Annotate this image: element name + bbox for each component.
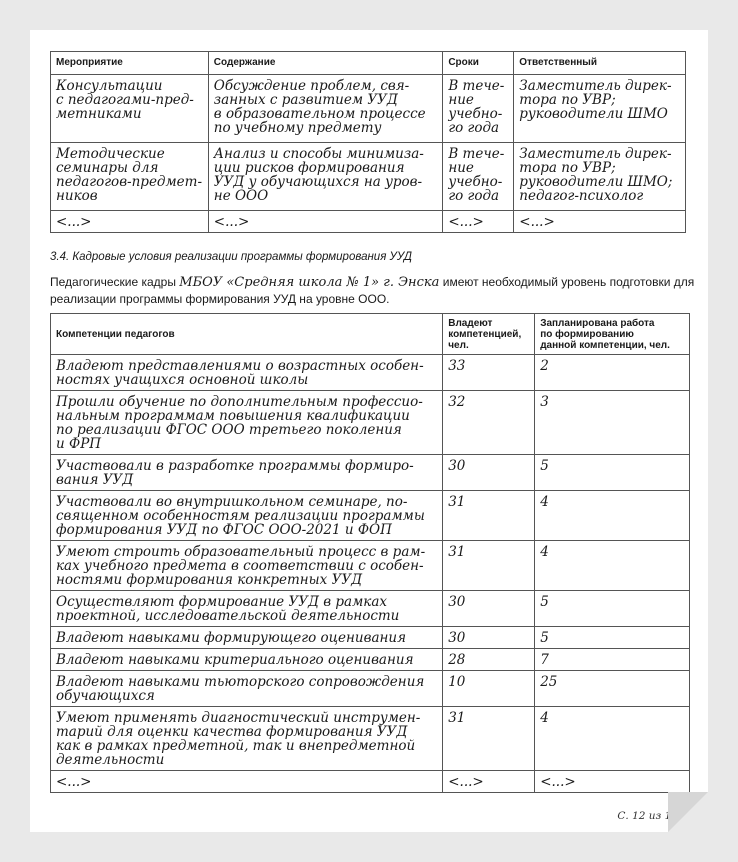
table-cell: <...> [514,211,686,233]
table-cell: Методические семинары для педагогов-предмет- ников [51,143,209,211]
competencies-table-header-row [51,314,690,355]
table-cell: 31 [443,541,535,591]
competencies-table [50,313,690,793]
table-cell: 30 [443,627,535,649]
table-cell: Прошли обучение по дополнительным профессио- нальным программам повышения квалификации по реализации ФГОС ООО третьего поколения и ФРП [51,391,443,455]
table-cell: Заместитель дирек- тора по УВР; руководители ШМО; педагог-психолог [514,143,686,211]
table-cell: 5 [535,455,690,491]
table-cell: 32 [443,391,535,455]
table-cell: 2 [535,355,690,391]
table-cell: 28 [443,649,535,671]
table-row [51,211,686,233]
table-row [51,391,690,455]
page-number: С. 12 из 13 [617,810,678,822]
document-page [30,30,708,832]
table-row [51,771,690,793]
table-row [51,355,690,391]
table-row [51,591,690,627]
table-row [51,75,686,143]
column-header-planned-work: Запланирована работа по формированию данной компетенции, чел. [535,314,690,355]
column-header-have-competency: Владеют компетенцией, чел. [443,314,535,355]
table-cell: <...> [443,211,514,233]
table-cell: <...> [51,771,443,793]
table-cell: Анализ и способы минимиза- ции рисков формирования УУД у обучающихся на уров- не ООО [208,143,443,211]
table-row [51,671,690,707]
intro-text-start: Педагогические кадры [50,275,180,289]
table-cell: 31 [443,707,535,771]
column-header-content: Содержание [208,52,443,75]
table-cell: 5 [535,627,690,649]
events-table [50,51,686,233]
table-cell: Владеют представлениями о возрастных особен- ностях учащихся основной школы [51,355,443,391]
table-cell: 4 [535,541,690,591]
intro-paragraph [50,274,700,307]
table-cell: Участвовали в разработке программы формиро- вания УУД [51,455,443,491]
table-cell: Заместитель дирек- тора по УВР; руководители ШМО [514,75,686,143]
table-cell: 5 [535,591,690,627]
table-cell: В тече- ние учебно- го года [443,75,514,143]
table-row [51,707,690,771]
intro-text-end: имеют необходимый уровень подготовки для реализации программы формирования УУД на уровне ООО. [50,275,695,306]
table-cell: 30 [443,455,535,491]
table-cell: 4 [535,707,690,771]
table-cell: Владеют навыками формирующего оценивания [51,627,443,649]
column-header-event: Мероприятие [51,52,209,75]
table-cell: Консультации с педагогами-пред- метниками [51,75,209,143]
table-cell: 3 [535,391,690,455]
table-cell: 30 [443,591,535,627]
table-cell: <...> [208,211,443,233]
school-name: МБОУ «Средняя школа № 1» г. Энска [179,275,440,290]
table-cell: 4 [535,491,690,541]
table-cell: В тече- ние учебно- го года [443,143,514,211]
table-cell: 33 [443,355,535,391]
table-cell: 31 [443,491,535,541]
table-row [51,143,686,211]
table-cell: Осуществляют формирование УУД в рамках проектной, исследовательской деятельности [51,591,443,627]
table-cell: <...> [51,211,209,233]
section-title: 3.4. Кадровые условия реализации программы формирования УУД [50,251,412,263]
table-row [51,627,690,649]
table-cell: Владеют навыками критериального оценивания [51,649,443,671]
column-header-terms: Сроки [443,52,514,75]
table-row [51,491,690,541]
table-row [51,649,690,671]
table-cell: Участвовали во внутришкольном семинаре, по- священном особенностям реализации программы формирования УУД по ФГОС ООО-2021 и ФОП [51,491,443,541]
table-cell: Владеют навыками тьюторского сопровождения обучающихся [51,671,443,707]
table-row [51,541,690,591]
table-cell: Умеют применять диагностический инструмен- тарий для оценки качества формирования УУД как в рамках предметной, так и внепредметной деятельности [51,707,443,771]
column-header-competencies: Компетенции педагогов [51,314,443,355]
table-cell: 7 [535,649,690,671]
table-cell: 10 [443,671,535,707]
column-header-responsible: Ответственный [514,52,686,75]
table-cell: Обсуждение проблем, свя- занных с развитием УУД в образовательном процессе по учебному предмету [208,75,443,143]
table-cell: <...> [535,771,690,793]
table-cell: Умеют строить образовательный процесс в рам- ках учебного предмета в соответствии с особен- ностями формирования конкретных УУД [51,541,443,591]
table-cell: 25 [535,671,690,707]
table-row [51,455,690,491]
page-corner-fold [668,792,708,832]
table-cell: <...> [443,771,535,793]
events-table-header-row [51,52,686,75]
